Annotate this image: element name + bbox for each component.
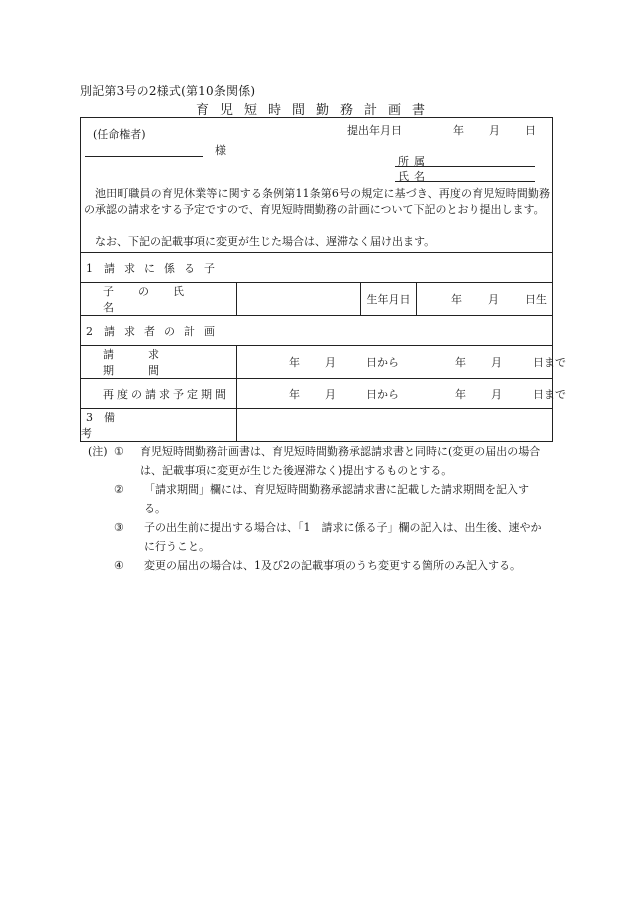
request-statement: 池田町職員の育児休業等に関する条例第11条第6号の規定に基づき、再度の育児短時間勤務の承認の請求をする予定ですので、育児短時間勤務の計画について下記のとおり提出します。: [84, 187, 550, 216]
re-request-from-day-unit: 日から: [366, 387, 399, 401]
note-3-text: 子の出生前に提出する場合は、「1 請求に係る子」欄の記入は、出生後、速やかに行うこと。: [144, 521, 542, 553]
note-1: [88, 442, 548, 480]
re-request-to-month-unit: 月: [491, 387, 502, 401]
re-request-period-label-cell: [81, 379, 237, 409]
birth-date-units: [417, 291, 552, 307]
note-2-mark: ②: [114, 483, 124, 496]
plan-form-table: [80, 117, 566, 442]
birth-month-unit: 月: [488, 293, 499, 306]
note-3: [88, 518, 548, 556]
child-name-label-cell: [81, 283, 237, 316]
request-to-month-unit: 月: [491, 356, 502, 369]
request-to-year-unit: 年: [455, 356, 466, 369]
note-4-mark: ④: [114, 559, 124, 572]
note-3-mark: ③: [114, 521, 124, 534]
notes-prefix: (注): [88, 445, 108, 458]
section-1-label: 請求に係る子: [104, 261, 224, 275]
request-from-day-unit: 日から: [366, 356, 399, 369]
remarks-label-cell: [81, 409, 237, 442]
change-notice-statement: なお、下記の記載事項に変更が生じた場合は、遅滞なく届け出ます。: [95, 235, 436, 248]
request-from-year-unit: 年: [289, 356, 300, 369]
request-to-day-unit: 日まで: [533, 356, 566, 369]
note-2: [88, 480, 548, 518]
note-1-text: 育児短時間勤務計画書は、育児短時間勤務承認請求書と同時に(変更の届出の場合は、記載事項に変更が生じた後遅滞なく)提出するものとする。: [140, 445, 541, 477]
applicant-name-field-line[interactable]: [395, 181, 535, 182]
birth-year-unit: 年: [451, 293, 462, 306]
section-2-label: 請求者の計画: [104, 324, 224, 338]
request-period-input-cell[interactable]: [237, 346, 566, 379]
submission-month-unit: 月: [489, 124, 500, 137]
request-period-label-cell: [81, 346, 237, 379]
honorific-sama: 様: [215, 144, 226, 157]
appointer-label: (任命権者): [93, 128, 146, 141]
note-1-mark: ①: [114, 445, 124, 458]
appointer-name-line[interactable]: [85, 156, 203, 157]
request-period-label: 請求期間: [103, 348, 193, 377]
note-2-text: 「請求期間」欄には、育児短時間勤務承認請求書に記載した請求期間を記入する。: [144, 483, 529, 515]
section-1-number: 1: [86, 261, 93, 275]
form-title: 育児短時間勤務計画書: [195, 103, 436, 118]
re-request-from-year-unit: 年: [289, 387, 300, 401]
submission-day-unit: 日: [525, 124, 536, 137]
request-period-units: [237, 354, 566, 370]
department-field-line[interactable]: [395, 166, 535, 167]
re-request-period-units: [237, 386, 566, 402]
re-request-to-year-unit: 年: [455, 387, 466, 401]
section-2-number: 2: [86, 324, 93, 338]
note-4: [88, 556, 548, 575]
birth-date-label: 生年月日: [361, 283, 417, 316]
section-3-number: 3: [86, 411, 93, 424]
birth-date-input-cell[interactable]: [417, 283, 553, 316]
child-name-input-cell[interactable]: [237, 283, 361, 316]
re-request-period-input-cell[interactable]: [237, 379, 566, 409]
form-label: 別記第3号の2様式(第10条関係): [80, 84, 256, 98]
remarks-label: 備考: [81, 411, 211, 440]
applicant-name-label: 氏名: [398, 170, 430, 183]
re-request-period-label: 再度の請求予定期間: [103, 387, 229, 401]
request-from-month-unit: 月: [325, 356, 336, 369]
section-2-header: [81, 316, 553, 346]
header-cell: [81, 118, 553, 253]
re-request-from-month-unit: 月: [325, 387, 336, 401]
department-label: 所属: [398, 155, 430, 168]
birth-day-unit: 日生: [525, 293, 547, 306]
submission-year-unit: 年: [453, 124, 464, 137]
child-name-label: [103, 283, 236, 315]
submission-date-label: 提出年月日: [347, 124, 402, 137]
child-name-text: 子の氏名: [103, 285, 208, 314]
notes-section: [88, 442, 548, 575]
section-1-header: [81, 253, 553, 283]
re-request-to-day-unit: 日まで: [533, 387, 566, 401]
remarks-input-cell[interactable]: [237, 409, 553, 442]
note-4-text: 変更の届出の場合は、1及び2の記載事項のうち変更する箇所のみ記入する。: [144, 559, 521, 572]
